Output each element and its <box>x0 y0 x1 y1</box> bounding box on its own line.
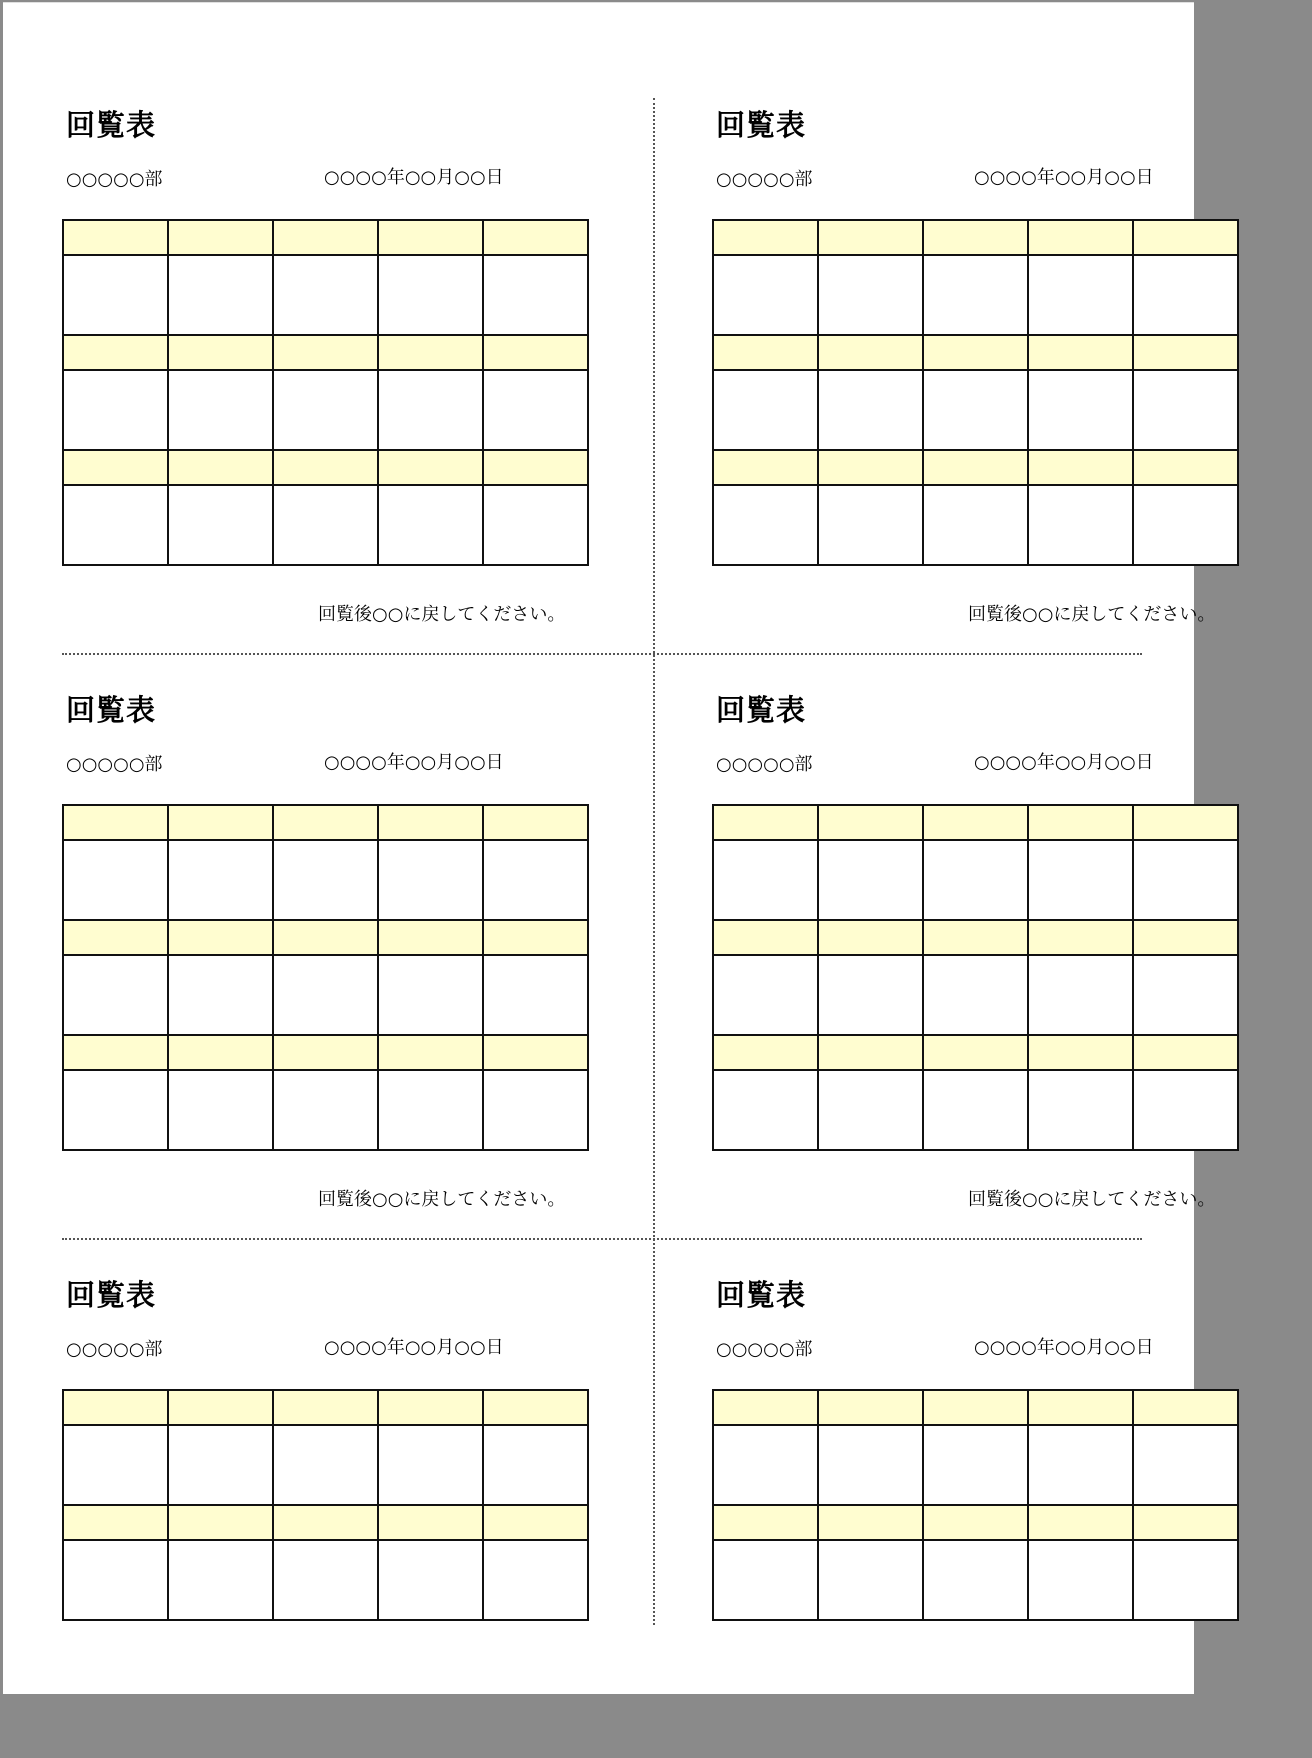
name-cell <box>483 805 588 840</box>
stamp-table <box>712 219 1239 566</box>
stamp-row <box>63 1070 588 1150</box>
name-cell <box>483 1035 588 1070</box>
circulation-sheet <box>62 588 662 1210</box>
stamp-cell <box>1028 1540 1133 1620</box>
stamp-cell <box>923 255 1028 335</box>
name-cell <box>818 1035 923 1070</box>
stamp-cell <box>1133 1425 1238 1505</box>
stamp-cell <box>713 255 818 335</box>
stamp-row <box>63 840 588 920</box>
stamp-cell <box>63 1540 168 1620</box>
name-row <box>713 805 1238 840</box>
name-cell <box>923 1505 1028 1540</box>
stamp-cell <box>818 370 923 450</box>
stamp-cell <box>168 1540 273 1620</box>
return-instruction: 回覧後○○に戻してください。 <box>968 1189 1216 1210</box>
name-cell <box>273 1505 378 1540</box>
name-row <box>63 1390 588 1425</box>
name-cell <box>168 1035 273 1070</box>
stamp-table <box>62 1389 589 1621</box>
stamp-cell <box>168 1070 273 1150</box>
return-instruction: 回覧後○○に戻してください。 <box>318 1189 566 1210</box>
name-cell <box>818 1505 923 1540</box>
name-cell <box>713 450 818 485</box>
stamp-cell <box>483 255 588 335</box>
stamp-cell <box>168 955 273 1035</box>
department-label: ○○○○○部 <box>716 1339 813 1360</box>
name-cell <box>378 450 483 485</box>
stamp-cell <box>63 1425 168 1505</box>
name-cell <box>1028 1035 1133 1070</box>
name-cell <box>1133 450 1238 485</box>
stamp-row <box>713 1070 1238 1150</box>
name-cell <box>168 920 273 955</box>
circulation-sheet <box>712 588 1312 1210</box>
name-cell <box>483 220 588 255</box>
stamp-cell <box>923 485 1028 565</box>
stamp-table <box>712 1389 1239 1621</box>
name-cell <box>1028 1390 1133 1425</box>
name-cell <box>63 335 168 370</box>
stamp-cell <box>273 1425 378 1505</box>
stamp-cell <box>713 1070 818 1150</box>
name-row <box>63 1505 588 1540</box>
stamp-row <box>713 370 1238 450</box>
date-label: ○○○○年○○月○○日 <box>324 167 504 188</box>
name-cell <box>713 1035 818 1070</box>
stamp-cell <box>168 1425 273 1505</box>
name-cell <box>1133 335 1238 370</box>
stamp-cell <box>378 370 483 450</box>
stamp-cell <box>1028 955 1133 1035</box>
stamp-cell <box>1028 370 1133 450</box>
name-cell <box>63 220 168 255</box>
name-cell <box>168 220 273 255</box>
name-cell <box>1028 920 1133 955</box>
stamp-cell <box>923 1070 1028 1150</box>
stamp-cell <box>63 485 168 565</box>
stamp-row <box>63 485 588 565</box>
name-cell <box>273 220 378 255</box>
stamp-row <box>63 1425 588 1505</box>
sheet-title: 回覧表 <box>66 108 157 142</box>
name-cell <box>818 920 923 955</box>
name-row <box>63 220 588 255</box>
stamp-cell <box>273 955 378 1035</box>
date-label: ○○○○年○○月○○日 <box>324 752 504 773</box>
name-row <box>713 220 1238 255</box>
date-label: ○○○○年○○月○○日 <box>324 1337 504 1358</box>
name-cell <box>1133 220 1238 255</box>
stamp-cell <box>483 1540 588 1620</box>
sheet-title: 回覧表 <box>716 108 807 142</box>
sheet-title: 回覧表 <box>716 693 807 727</box>
name-cell <box>273 805 378 840</box>
name-cell <box>818 1390 923 1425</box>
name-cell <box>923 920 1028 955</box>
name-cell <box>1133 920 1238 955</box>
stamp-row <box>713 1540 1238 1620</box>
stamp-cell <box>273 255 378 335</box>
stamp-table <box>62 219 589 566</box>
stamp-cell <box>713 370 818 450</box>
name-cell <box>273 1390 378 1425</box>
page-content <box>3 3 1216 1694</box>
stamp-cell <box>63 255 168 335</box>
name-cell <box>483 920 588 955</box>
name-cell <box>273 335 378 370</box>
name-row <box>63 450 588 485</box>
name-cell <box>168 450 273 485</box>
stamp-cell <box>483 955 588 1035</box>
stamp-cell <box>168 840 273 920</box>
name-cell <box>713 1390 818 1425</box>
stamp-cell <box>818 1425 923 1505</box>
stamp-row <box>713 955 1238 1035</box>
stamp-cell <box>713 1425 818 1505</box>
circulation-sheet <box>62 1173 662 1758</box>
name-cell <box>168 1390 273 1425</box>
stamp-cell <box>818 1540 923 1620</box>
stamp-row <box>713 255 1238 335</box>
stamp-cell <box>483 1070 588 1150</box>
name-cell <box>1133 1390 1238 1425</box>
name-cell <box>378 1390 483 1425</box>
name-cell <box>1133 805 1238 840</box>
name-cell <box>273 450 378 485</box>
name-cell <box>483 335 588 370</box>
stamp-cell <box>818 955 923 1035</box>
name-row <box>63 805 588 840</box>
stamp-cell <box>273 840 378 920</box>
name-cell <box>923 220 1028 255</box>
date-label: ○○○○年○○月○○日 <box>974 1337 1154 1358</box>
name-row <box>63 920 588 955</box>
name-cell <box>63 1505 168 1540</box>
stamp-cell <box>818 485 923 565</box>
name-row <box>713 920 1238 955</box>
name-cell <box>63 805 168 840</box>
stamp-cell <box>1133 840 1238 920</box>
stamp-cell <box>1133 485 1238 565</box>
stamp-cell <box>483 485 588 565</box>
stamp-cell <box>483 1425 588 1505</box>
stamp-cell <box>1133 370 1238 450</box>
name-row <box>63 1035 588 1070</box>
date-label: ○○○○年○○月○○日 <box>974 752 1154 773</box>
name-cell <box>378 1505 483 1540</box>
name-cell <box>483 450 588 485</box>
name-cell <box>818 805 923 840</box>
stamp-cell <box>378 840 483 920</box>
stamp-cell <box>378 955 483 1035</box>
name-cell <box>378 805 483 840</box>
stamp-cell <box>923 840 1028 920</box>
stamp-row <box>713 485 1238 565</box>
circulation-sheet <box>712 3 1312 625</box>
name-cell <box>1028 1505 1133 1540</box>
stamp-row <box>63 255 588 335</box>
stamp-cell <box>923 955 1028 1035</box>
stamp-cell <box>1133 1540 1238 1620</box>
name-cell <box>923 805 1028 840</box>
stamp-cell <box>1028 1070 1133 1150</box>
stamp-cell <box>63 1070 168 1150</box>
name-cell <box>818 450 923 485</box>
name-cell <box>168 805 273 840</box>
stamp-cell <box>713 840 818 920</box>
stamp-cell <box>923 1540 1028 1620</box>
name-cell <box>378 220 483 255</box>
name-cell <box>713 920 818 955</box>
circulation-sheet <box>712 1173 1312 1758</box>
stamp-row <box>713 1425 1238 1505</box>
name-cell <box>483 1505 588 1540</box>
stamp-cell <box>63 955 168 1035</box>
stamp-cell <box>1028 255 1133 335</box>
sheet-title: 回覧表 <box>716 1278 807 1312</box>
stamp-cell <box>378 485 483 565</box>
name-cell <box>378 920 483 955</box>
name-row <box>713 1035 1238 1070</box>
stamp-cell <box>483 370 588 450</box>
stamp-cell <box>168 255 273 335</box>
stamp-cell <box>273 370 378 450</box>
stamp-cell <box>273 1070 378 1150</box>
stamp-cell <box>713 1540 818 1620</box>
stamp-row <box>63 1540 588 1620</box>
stamp-cell <box>168 485 273 565</box>
stamp-row <box>63 955 588 1035</box>
name-cell <box>713 335 818 370</box>
stamp-cell <box>378 1070 483 1150</box>
name-row <box>713 1505 1238 1540</box>
name-cell <box>923 1035 1028 1070</box>
stamp-cell <box>63 840 168 920</box>
name-cell <box>1133 1035 1238 1070</box>
name-cell <box>713 1505 818 1540</box>
stamp-table <box>712 804 1239 1151</box>
name-row <box>63 335 588 370</box>
name-cell <box>1028 805 1133 840</box>
name-cell <box>168 335 273 370</box>
name-cell <box>378 335 483 370</box>
sheet-title: 回覧表 <box>66 693 157 727</box>
name-cell <box>818 220 923 255</box>
return-instruction: 回覧後○○に戻してください。 <box>968 604 1216 625</box>
department-label: ○○○○○部 <box>66 169 163 190</box>
stamp-cell <box>168 370 273 450</box>
stamp-cell <box>378 1425 483 1505</box>
name-cell <box>1133 1505 1238 1540</box>
name-cell <box>923 1390 1028 1425</box>
stamp-row <box>63 370 588 450</box>
circulation-sheet <box>62 3 662 625</box>
stamp-cell <box>378 1540 483 1620</box>
stamp-cell <box>923 1425 1028 1505</box>
name-cell <box>63 920 168 955</box>
stamp-cell <box>1028 1425 1133 1505</box>
stamp-cell <box>1133 1070 1238 1150</box>
name-cell <box>818 335 923 370</box>
name-cell <box>63 1035 168 1070</box>
name-cell <box>63 1390 168 1425</box>
stamp-cell <box>378 255 483 335</box>
return-instruction: 回覧後○○に戻してください。 <box>318 604 566 625</box>
date-label: ○○○○年○○月○○日 <box>974 167 1154 188</box>
stamp-cell <box>818 255 923 335</box>
stamp-cell <box>713 955 818 1035</box>
stamp-cell <box>1133 255 1238 335</box>
name-cell <box>1028 220 1133 255</box>
stamp-cell <box>1028 840 1133 920</box>
name-cell <box>273 1035 378 1070</box>
name-cell <box>923 335 1028 370</box>
name-cell <box>273 920 378 955</box>
document-page <box>3 2 1216 1694</box>
stamp-cell <box>1028 485 1133 565</box>
stamp-cell <box>713 485 818 565</box>
name-cell <box>168 1505 273 1540</box>
name-cell <box>483 1390 588 1425</box>
stamp-table <box>62 804 589 1151</box>
name-cell <box>1028 335 1133 370</box>
stamp-cell <box>63 370 168 450</box>
stamp-row <box>713 840 1238 920</box>
department-label: ○○○○○部 <box>716 754 813 775</box>
name-cell <box>63 450 168 485</box>
stamp-cell <box>818 1070 923 1150</box>
department-label: ○○○○○部 <box>66 754 163 775</box>
department-label: ○○○○○部 <box>66 1339 163 1360</box>
name-cell <box>923 450 1028 485</box>
name-cell <box>1028 450 1133 485</box>
name-row <box>713 335 1238 370</box>
stamp-cell <box>273 1540 378 1620</box>
stamp-cell <box>483 840 588 920</box>
name-row <box>713 450 1238 485</box>
name-cell <box>713 220 818 255</box>
department-label: ○○○○○部 <box>716 169 813 190</box>
name-cell <box>713 805 818 840</box>
name-cell <box>378 1035 483 1070</box>
name-row <box>713 1390 1238 1425</box>
stamp-cell <box>818 840 923 920</box>
stamp-cell <box>923 370 1028 450</box>
stamp-cell <box>1133 955 1238 1035</box>
sheet-title: 回覧表 <box>66 1278 157 1312</box>
stamp-cell <box>273 485 378 565</box>
